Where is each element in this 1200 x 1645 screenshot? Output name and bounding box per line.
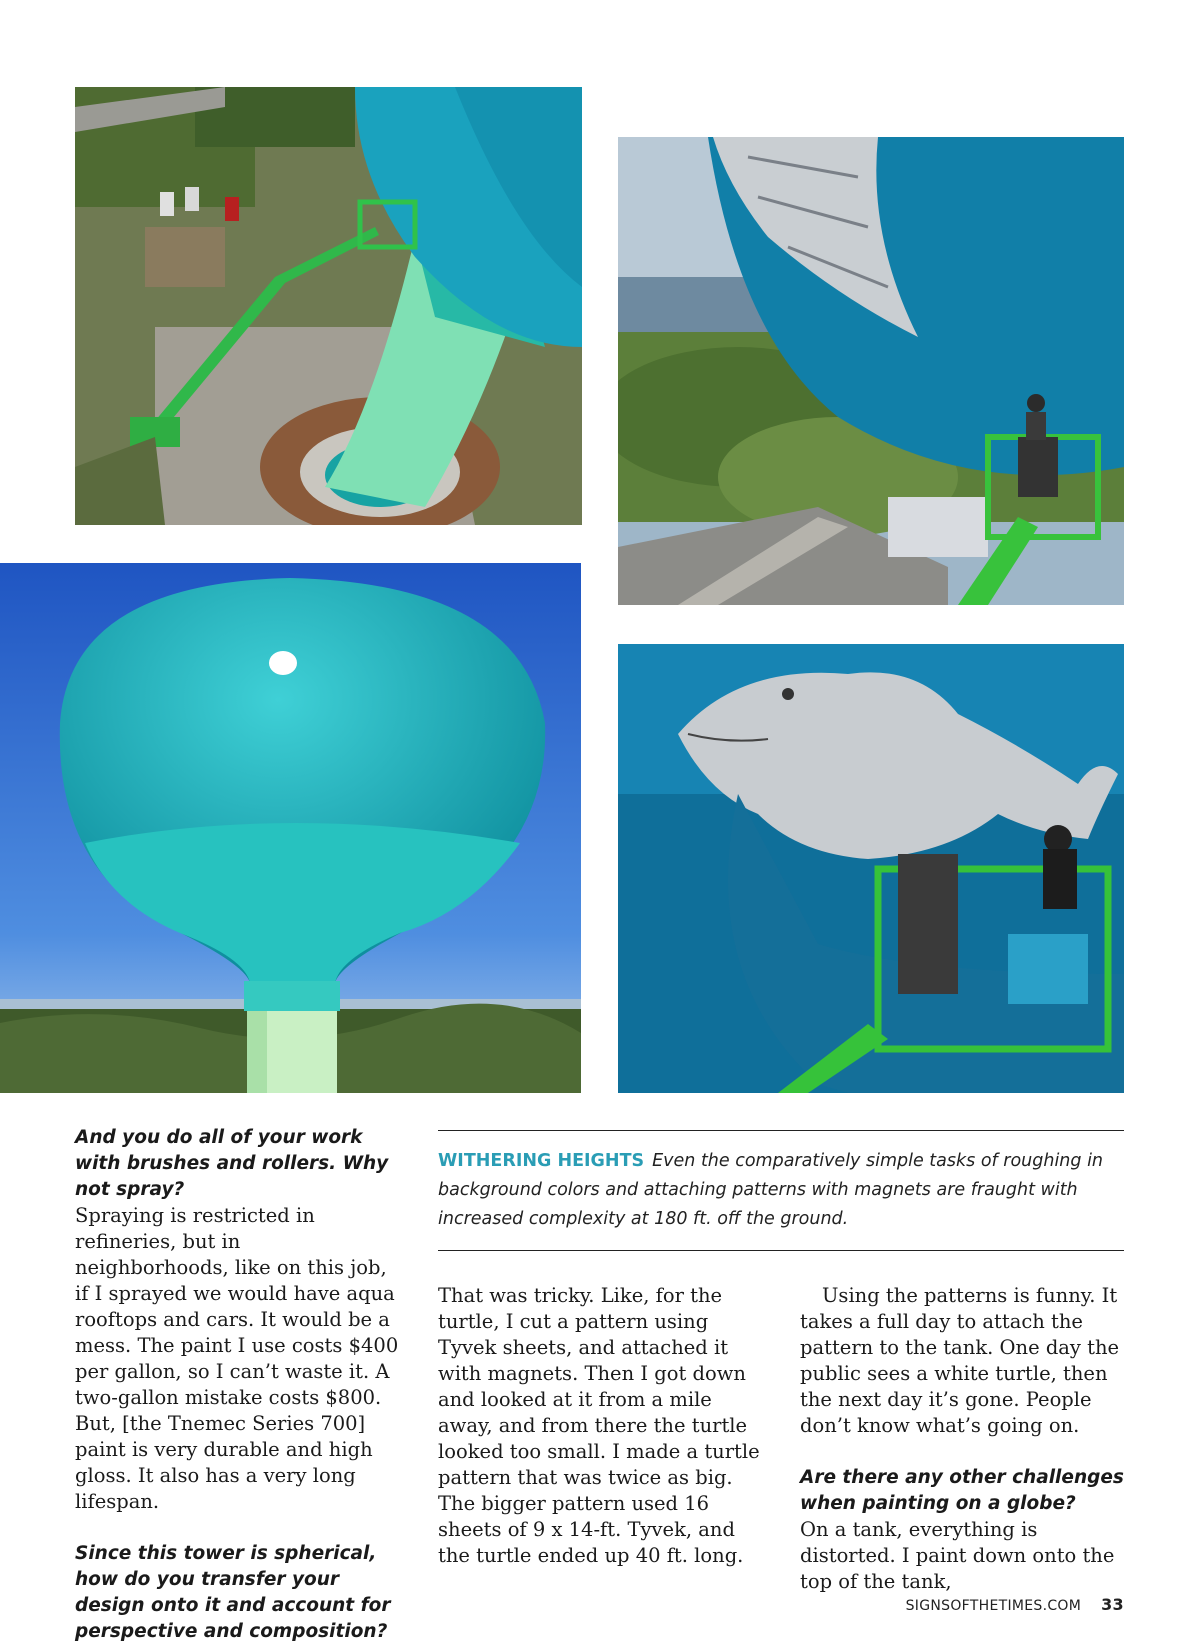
aerial-lift-photo [75,87,582,525]
water-tower-photo [0,563,581,1093]
page-number: 33 [1101,1595,1124,1614]
fish-pattern-photo [618,644,1124,1093]
column-2 [438,1283,760,1569]
answer-2: That was tricky. Like, for the turtle, I cut a pattern using Tyvek sheets, and attached it with magnets. Then I got down and looked at it from a mile away, and from there the turtle looked too small. I made a turtle pattern that was twice as big. The bigger pattern used 16 sheets of 9 x 14-ft. Tyvek, and the turtle ended up 40 ft. long. [438,1284,760,1567]
caption-body: Even the comparatively simple tasks of roughing in background colors and attaching patterns with magnets are fraught with increased complexity at 180 ft. off the ground. [438,1151,1104,1229]
answer-1: Spraying is restricted in refineries, but in neighborhoods, like on this job, if I sprayed we would have aqua rooftops and cars. It would be a mess. The paint I use costs $400 per gallon, so I can’t waste it. A two-gallon mistake costs $800. But, [the Tnemec Series 700] paint is very durable and high gloss. It also has a very long lifespan. [75,1204,399,1513]
page-footer [906,1595,1124,1614]
column-1 [75,1125,400,1645]
column-3 [800,1283,1124,1595]
footer-site: SIGNSOFTHETIMES.COM [905,1598,1082,1614]
caption-heading: WITHERING HEIGHTS [438,1151,645,1171]
whale-pattern-photo [618,137,1124,605]
question-3: Are there any other challenges when painting on a globe? [800,1467,1124,1514]
photo-caption [438,1130,1124,1251]
answer-4: On a tank, everything is distorted. I paint down onto the top of the tank, [800,1518,1115,1593]
question-2: Since this tower is spherical, how do you transfer your design onto it and account for perspective and composition? [75,1543,391,1642]
answer-3: Using the patterns is funny. It takes a full day to attach the pattern to the tank. One day the public sees a white turtle, then the next day it’s gone. People don’t know what’s going on. [800,1284,1120,1437]
question-1: And you do all of your work with brushes and rollers. Why not spray? [75,1127,389,1200]
